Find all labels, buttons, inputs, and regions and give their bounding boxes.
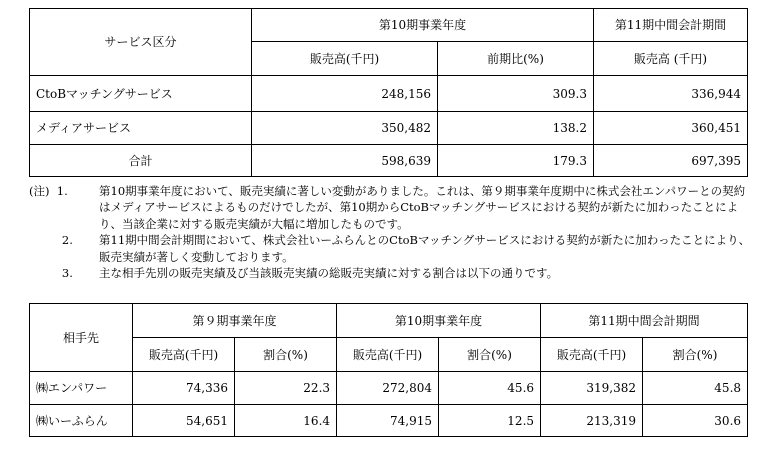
note-item (29, 265, 754, 281)
table-row (30, 405, 748, 437)
fy11-header: 第11期中間会計期間 (594, 9, 748, 42)
note-prefix (29, 232, 99, 265)
sales-fy10: 272,804 (337, 372, 439, 405)
note-prefix (29, 183, 99, 232)
sales-fy10: 74,915 (337, 405, 439, 437)
table-row (30, 112, 748, 145)
sales-by-customer-table (29, 303, 748, 437)
yoy-value: 138.2 (438, 112, 594, 145)
total-label: 合計 (30, 145, 252, 177)
total-row (30, 145, 748, 177)
customer-name: ㈱エンパワー (30, 372, 133, 405)
customer-name: ㈱いーふらん (30, 405, 133, 437)
total-sales-fy11: 697,395 (594, 145, 748, 177)
sales-fy9: 74,336 (133, 372, 235, 405)
note-item (29, 183, 754, 232)
sales-fy11: 213,319 (541, 405, 643, 437)
note-text: 主な相手先別の販売実績及び当該販売実績の総販売実績に対する割合は以下の通りです。 (99, 266, 559, 281)
fy10-ratio-subheader: 割合(%) (439, 338, 541, 372)
yoy-subheader: 前期比(%) (438, 42, 594, 76)
note-number: 3. (61, 266, 73, 281)
sales-fy10: 350,482 (252, 112, 438, 145)
ratio-fy11: 45.8 (643, 372, 748, 405)
service-header: サービス区分 (30, 9, 252, 76)
sales-fy9: 54,651 (133, 405, 235, 437)
ratio-fy11: 30.6 (643, 405, 748, 437)
fy10-header: 第10期事業年度 (252, 9, 594, 42)
note-number: 2. (61, 233, 73, 248)
ratio-fy10: 45.6 (439, 372, 541, 405)
total-sales-fy10: 598,639 (252, 145, 438, 177)
customer-header: 相手先 (30, 304, 133, 372)
notes-section (29, 183, 754, 281)
table-row (30, 372, 748, 405)
note-item (29, 232, 754, 265)
sales-fy11: 360,451 (594, 112, 748, 145)
fy10-header: 第10期事業年度 (337, 304, 541, 338)
ratio-fy10: 12.5 (439, 405, 541, 437)
note-text: 第10期事業年度において、販売実績に著しい変動がありました。これは、第９期事業年度期中に株式会社エンパワーとの契約はメディアサービスによるものだけでしたが、第10期からCtoBマッチングサービスにおける契約が新たに加わったことにより、当該企業に対する販売実績が大幅に増加したものです。 (99, 184, 746, 231)
service-name: CtoBマッチングサービス (30, 76, 252, 112)
note-prefix (29, 265, 99, 281)
fy11-sales-subheader: 販売高(千円) (541, 338, 643, 372)
ratio-fy9: 16.4 (235, 405, 337, 437)
note-text: 第11期中間会計期間において、株式会社いーふらんとのCtoBマッチングサービスにおける契約が新たに加わったことにより、販売実績が著しく変動しております。 (99, 233, 751, 264)
fy9-sales-subheader: 販売高(千円) (133, 338, 235, 372)
yoy-value: 309.3 (438, 76, 594, 112)
fy11-sales-subheader: 販売高 (千円) (594, 42, 748, 76)
ratio-fy9: 22.3 (235, 372, 337, 405)
fy11-ratio-subheader: 割合(%) (643, 338, 748, 372)
sales-fy10: 248,156 (252, 76, 438, 112)
fy9-header: 第９期事業年度 (133, 304, 337, 338)
fy11-header: 第11期中間会計期間 (541, 304, 748, 338)
total-yoy: 179.3 (438, 145, 594, 177)
table-row (30, 76, 748, 112)
fy9-ratio-subheader: 割合(%) (235, 338, 337, 372)
sales-fy11: 319,382 (541, 372, 643, 405)
service-name: メディアサービス (30, 112, 252, 145)
sales-fy11: 336,944 (594, 76, 748, 112)
notes-marker: (注) (29, 184, 50, 198)
sales-by-service-table (29, 8, 748, 177)
note-number: 1. (56, 184, 68, 198)
fy10-sales-subheader: 販売高(千円) (252, 42, 438, 76)
fy10-sales-subheader: 販売高(千円) (337, 338, 439, 372)
